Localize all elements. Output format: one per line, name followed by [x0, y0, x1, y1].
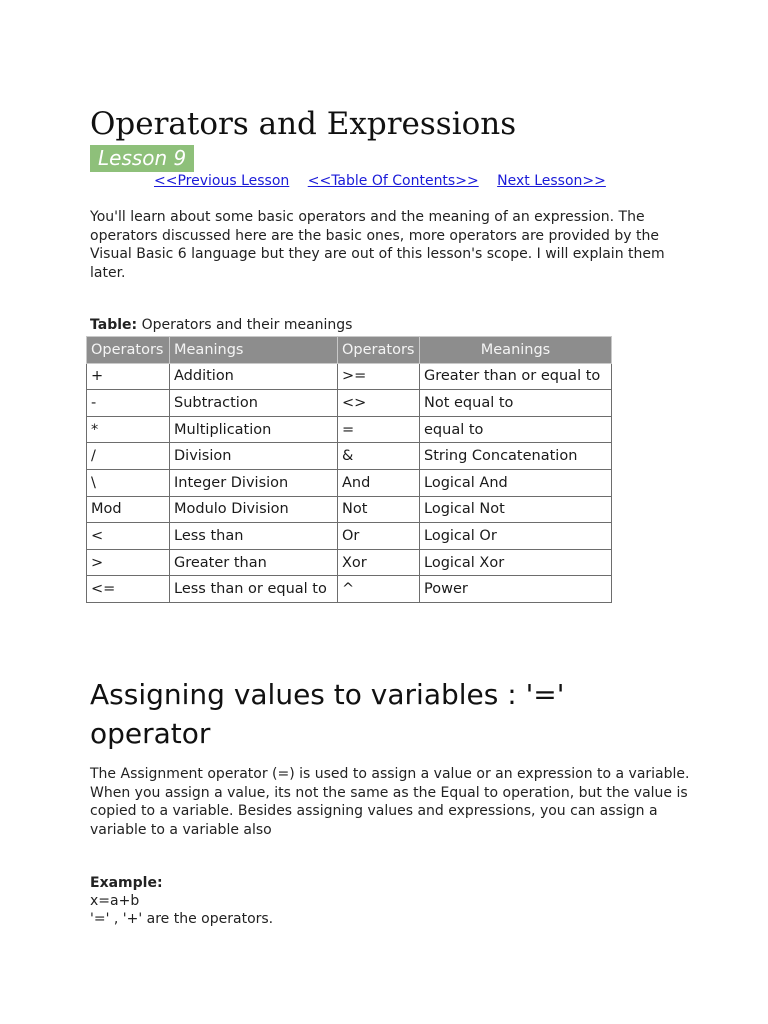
meaning-cell: Power — [420, 576, 612, 603]
table-row — [87, 576, 612, 603]
meaning-cell: Less than or equal to — [170, 576, 338, 603]
meaning-cell: String Concatenation — [420, 443, 612, 470]
table-row — [87, 523, 612, 550]
meaning-cell: Logical And — [420, 469, 612, 496]
previous-lesson-link[interactable]: <<Previous Lesson — [154, 173, 290, 189]
meaning-cell: Modulo Division — [170, 496, 338, 523]
operator-cell: ^ — [338, 576, 420, 603]
header-operators-2: Operators — [338, 337, 420, 364]
meaning-cell: Logical Xor — [420, 549, 612, 576]
meaning-cell: Logical Not — [420, 496, 612, 523]
operator-cell: + — [87, 363, 170, 390]
header-meanings-1: Meanings — [170, 337, 338, 364]
example-label: Example: — [90, 875, 163, 891]
meaning-cell: Integer Division — [170, 469, 338, 496]
page-title: Operators and Expressions — [90, 106, 517, 142]
table-header-row — [87, 337, 612, 364]
operator-cell: = — [338, 416, 420, 443]
table-caption-text: Operators and their meanings — [141, 317, 353, 333]
operator-cell: Mod — [87, 496, 170, 523]
next-lesson-link[interactable]: Next Lesson>> — [497, 173, 606, 189]
meaning-cell: Logical Or — [420, 523, 612, 550]
operator-cell: >= — [338, 363, 420, 390]
lesson-navigation — [154, 172, 620, 190]
table-caption — [90, 316, 352, 334]
meaning-cell: Division — [170, 443, 338, 470]
table-row — [87, 443, 612, 470]
example-note: '=' , '+' are the operators. — [90, 911, 274, 927]
table-row — [87, 390, 612, 417]
assignment-paragraph: The Assignment operator (=) is used to assign a value or an expression to a variable. When you assign a value, its not the same as the Equal to operation, but the value is copied to a variable. Besides assigning values and expressions, you can assign a variable to a variable also — [90, 766, 690, 838]
operator-cell: And — [338, 469, 420, 496]
meaning-cell: Multiplication — [170, 416, 338, 443]
meaning-cell: Not equal to — [420, 390, 612, 417]
header-operators-1: Operators — [87, 337, 170, 364]
table-row — [87, 363, 612, 390]
operator-cell: - — [87, 390, 170, 417]
operator-cell: & — [338, 443, 420, 470]
table-row — [87, 549, 612, 576]
operator-cell: <= — [87, 576, 170, 603]
meaning-cell: Greater than or equal to — [420, 363, 612, 390]
operator-cell: Or — [338, 523, 420, 550]
operator-cell: \ — [87, 469, 170, 496]
operator-cell: > — [87, 549, 170, 576]
operator-cell: / — [87, 443, 170, 470]
example-code: x=a+b — [90, 893, 140, 909]
table-of-contents-link[interactable]: <<Table Of Contents>> — [307, 173, 479, 189]
table-row — [87, 416, 612, 443]
meaning-cell: Greater than — [170, 549, 338, 576]
operators-table — [86, 336, 612, 603]
operator-cell: <> — [338, 390, 420, 417]
header-meanings-2: Meanings — [420, 337, 612, 364]
table-row — [87, 469, 612, 496]
operator-cell: Xor — [338, 549, 420, 576]
operator-cell: * — [87, 416, 170, 443]
lesson-badge: Lesson 9 — [90, 145, 194, 172]
meaning-cell: equal to — [420, 416, 612, 443]
operator-cell: < — [87, 523, 170, 550]
section-heading-assignment: Assigning values to variables : '=' operator — [90, 678, 565, 750]
meaning-cell: Less than — [170, 523, 338, 550]
meaning-cell: Addition — [170, 363, 338, 390]
table-caption-label: Table: — [90, 317, 138, 333]
operator-cell: Not — [338, 496, 420, 523]
table-row — [87, 496, 612, 523]
meaning-cell: Subtraction — [170, 390, 338, 417]
intro-paragraph: You'll learn about some basic operators and the meaning of an expression. The operators discussed here are the basic ones, more operators are provided by the Visual Basic 6 language but they are out of this lesson's scope. I will explain them later. — [90, 209, 665, 281]
